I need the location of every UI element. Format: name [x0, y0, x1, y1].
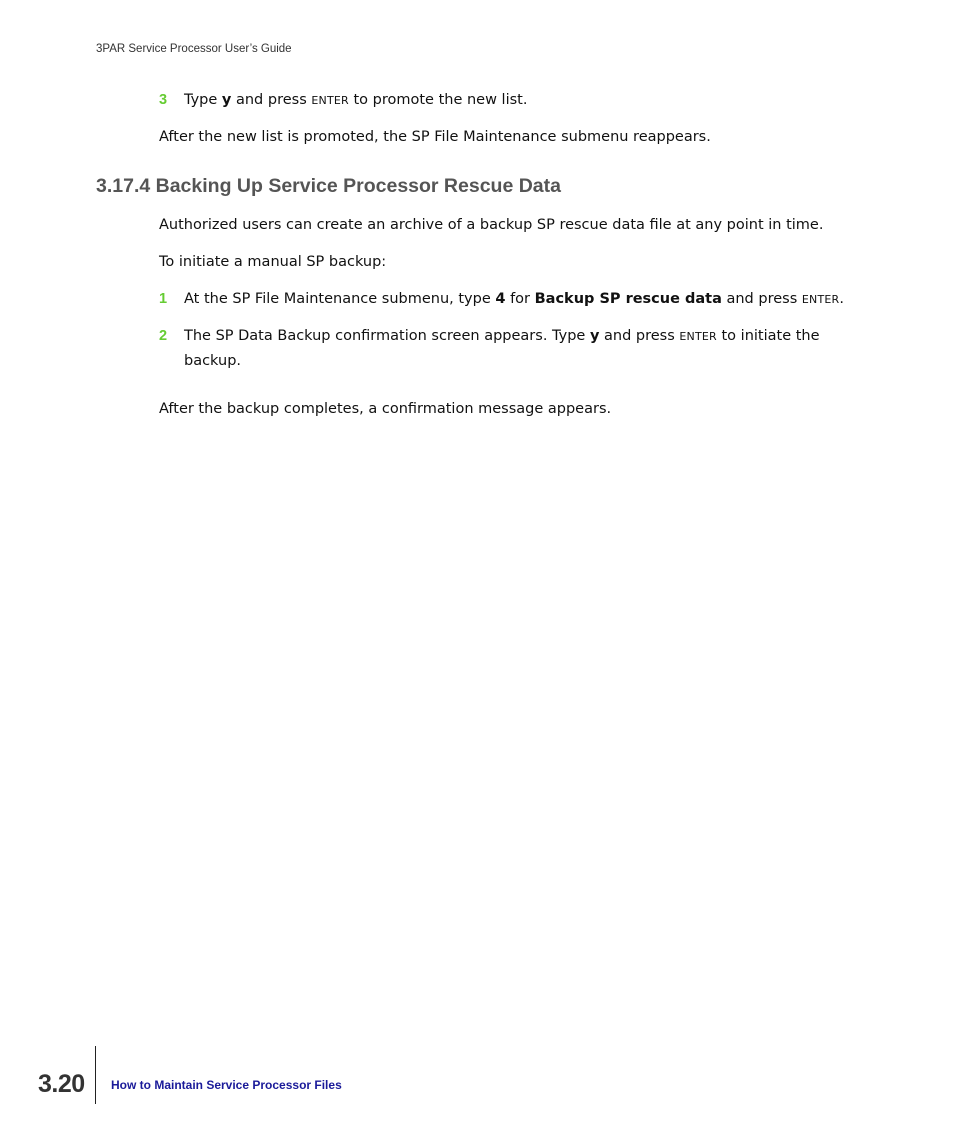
step-text — [184, 88, 854, 113]
option-label: Backup SP rescue data — [534, 291, 722, 307]
text-run: and press — [721, 291, 802, 307]
step-text — [184, 287, 854, 312]
text-run: for — [505, 291, 535, 307]
key-y: y — [589, 328, 600, 344]
text-run: At the SP File Maintenance submenu, type — [184, 291, 496, 307]
enter-key: ENTER — [679, 330, 717, 343]
section-heading: 3.17.4 Backing Up Service Processor Rescue Data — [96, 175, 561, 197]
enter-key: ENTER — [311, 94, 349, 107]
footer-divider — [95, 1046, 96, 1104]
text-run: to promote the new list. — [348, 92, 528, 108]
step-number: 1 — [159, 291, 168, 307]
text-run: and press — [231, 92, 312, 108]
option-number: 4 — [495, 291, 506, 307]
running-header: 3PAR Service Processor User’s Guide — [96, 43, 292, 55]
after-backup-paragraph: After the backup completes, a confirmation message appears. — [159, 401, 612, 417]
page-number: 3.20 — [38, 1070, 85, 1098]
intro-paragraph: Authorized users can create an archive of a backup SP rescue data file at any point in time. — [159, 217, 824, 233]
text-run: Type — [184, 92, 222, 108]
text-run: and press — [599, 328, 680, 344]
lead-in-paragraph: To initiate a manual SP backup: — [159, 254, 387, 270]
text-run: . — [839, 291, 844, 307]
text-run: The SP Data Backup confirmation screen appears. Type — [184, 328, 590, 344]
text-run: to initiate the backup. — [184, 328, 820, 369]
step-text — [184, 324, 854, 374]
after-promote-paragraph: After the new list is promoted, the SP File Maintenance submenu reappears. — [159, 129, 711, 145]
key-y: y — [221, 92, 232, 108]
step-number: 2 — [159, 328, 168, 344]
step-number: 3 — [159, 92, 168, 108]
footer-chapter-title: How to Maintain Service Processor Files — [111, 1078, 342, 1092]
enter-key: ENTER — [801, 293, 840, 306]
